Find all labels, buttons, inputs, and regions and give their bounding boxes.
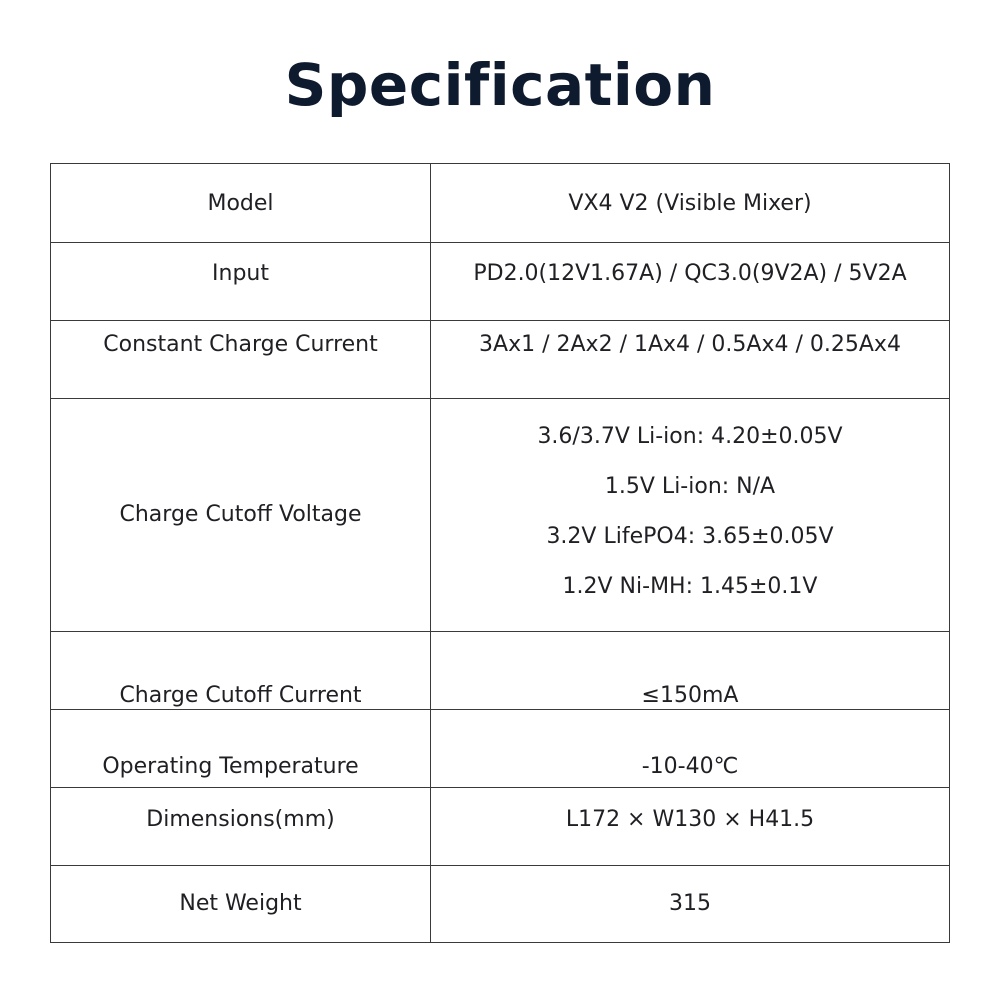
label-operating-temperature: Operating Temperature	[102, 754, 359, 779]
label-net-weight: Net Weight	[179, 890, 302, 916]
specification-table	[50, 163, 950, 943]
label-input: Input	[212, 261, 269, 286]
value-dimensions: L172 × W130 × H41.5	[565, 807, 815, 832]
voltage-line-ni-mh: 1.2V Ni-MH: 1.45±0.1V	[562, 574, 818, 599]
value-input: PD2.0(12V1.67A) / QC3.0(9V2A) / 5V2A	[473, 261, 907, 286]
label-charge-cutoff-current	[51, 632, 430, 709]
label-charge-cutoff-current-text: Charge Cutoff Current	[119, 683, 362, 708]
table-row-charge-cutoff-current	[51, 631, 949, 709]
label-charge-cutoff-voltage: Charge Cutoff Voltage	[119, 501, 362, 527]
voltage-line-li-ion: 3.6/3.7V Li-ion: 4.20±0.05V	[537, 424, 843, 449]
value-charge-cutoff-voltage	[431, 399, 949, 631]
table-row-model	[51, 164, 949, 242]
value-net-weight: 315	[669, 890, 711, 916]
table-row-input	[51, 242, 949, 320]
page-title: Specification	[284, 51, 716, 119]
table-row-constant-charge-current	[51, 320, 949, 398]
table-row-net-weight	[51, 865, 949, 942]
voltage-line-1-5v-li-ion: 1.5V Li-ion: N/A	[604, 474, 776, 499]
table-row-operating-temperature	[51, 709, 949, 787]
label-constant-charge-current: Constant Charge Current	[103, 332, 378, 357]
value-model: VX4 V2 (Visible Mixer)	[568, 190, 812, 216]
value-charge-cutoff-current	[431, 632, 949, 709]
value-charge-cutoff-current-text: ≤150mA	[641, 683, 739, 708]
label-model: Model	[207, 190, 274, 216]
table-row-dimensions	[51, 787, 949, 865]
table-row-charge-cutoff-voltage	[51, 398, 949, 631]
value-constant-charge-current: 3Ax1 / 2Ax2 / 1Ax4 / 0.5Ax4 / 0.25Ax4	[479, 332, 901, 357]
voltage-line-lifepo4: 3.2V LifePO4: 3.65±0.05V	[546, 524, 834, 549]
label-dimensions: Dimensions(mm)	[146, 807, 335, 832]
value-operating-temperature: -10-40℃	[641, 754, 739, 779]
